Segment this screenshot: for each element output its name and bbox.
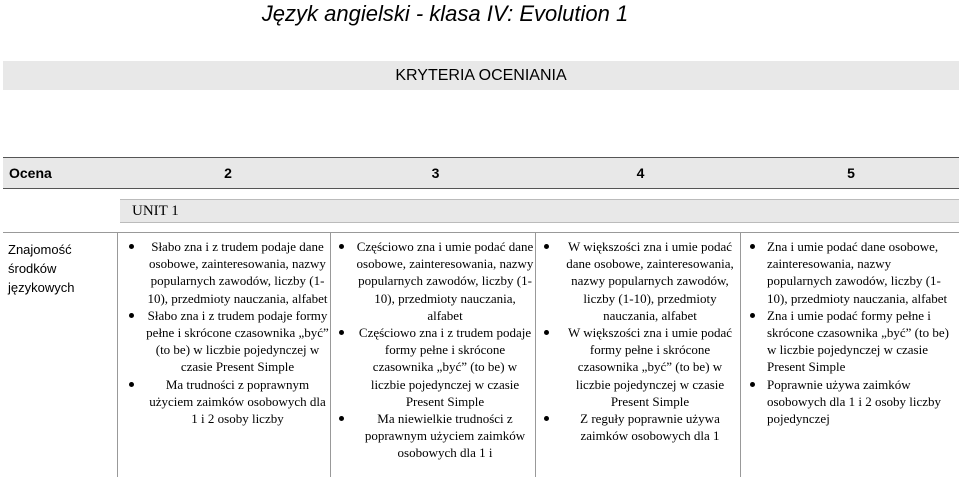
criteria-item: Zna i umie podać formy pełne i skrócone czasownika „być” (to be) w liczbie pojedynczej w czasie Present Simple xyxy=(745,307,953,376)
column-divider xyxy=(535,232,536,477)
grade-header-row xyxy=(3,157,959,189)
criteria-item: Poprawnie używa zaimków osobowych dla 1 i 2 osoby liczby pojedynczej xyxy=(745,376,953,428)
criteria-item: Słabo zna i z trudem podaje formy pełne i skrócone czasownika „być” (to be) w liczbie pojedynczej w czasie Present Simple xyxy=(124,307,329,376)
grade-3-header: 3 xyxy=(431,165,440,181)
grade-4-header: 4 xyxy=(636,165,645,181)
category-label: Znajomość środków językowych xyxy=(8,242,75,295)
criteria-item: W większości zna i umie podać dane osobowe, zainteresowania, nazwy popularnych zawodów, liczby (1-10), przedmioty nauczania, alfabet xyxy=(539,238,739,324)
column-divider xyxy=(330,232,331,477)
criteria-item: W większości zna i umie podać formy pełne i skrócone czasownika „być” (to be) w liczbie pojedynczej w czasie Present Simple xyxy=(539,324,739,410)
criteria-item: Częściowo zna i umie podać dane osobowe, zainteresowania, nazwy popularnych zawodów, liczby (1-10), przedmioty nauczania, alfabet xyxy=(334,238,534,324)
grade-2-header: 2 xyxy=(224,165,232,181)
criteria-item: Z reguły poprawnie używa zaimków osobowych dla 1 xyxy=(539,410,739,444)
document-title: Język angielski - klasa IV: Evolution 1 xyxy=(261,1,629,26)
unit-label: UNIT 1 xyxy=(120,199,959,223)
grade-3-criteria xyxy=(334,238,534,462)
grade-header-label: Ocena xyxy=(9,165,52,181)
grade-2-criteria xyxy=(124,238,329,427)
criteria-item: Zna i umie podać dane osobowe, zainteresowania, nazwy popularnych zawodów, liczby (1-10), przedmioty nauczania, alfabet xyxy=(745,238,953,307)
grade-5-criteria xyxy=(745,238,953,427)
criteria-item: Częściowo zna i z trudem podaje formy pełne i skrócone czasownika „być” (to be) w liczbie pojedynczej w czasie Present Simple xyxy=(334,324,534,410)
criteria-item: Ma trudności z poprawnym użyciem zaimków osobowych dla 1 i 2 osoby liczby xyxy=(124,376,329,428)
grade-5-header: 5 xyxy=(847,165,855,181)
row-top-border xyxy=(3,232,959,233)
criteria-item: Ma niewielkie trudności z poprawnym użyciem zaimków osobowych dla 1 i xyxy=(334,410,534,462)
column-divider xyxy=(740,232,741,477)
grade-4-criteria xyxy=(539,238,739,444)
criteria-heading: KRYTERIA OCENIANIA xyxy=(3,61,959,90)
column-divider xyxy=(117,232,118,477)
criteria-item: Słabo zna i z trudem podaje dane osobowe, zainteresowania, nazwy popularnych zawodów, liczby (1-10), przedmioty nauczania, alfabet xyxy=(124,238,329,307)
